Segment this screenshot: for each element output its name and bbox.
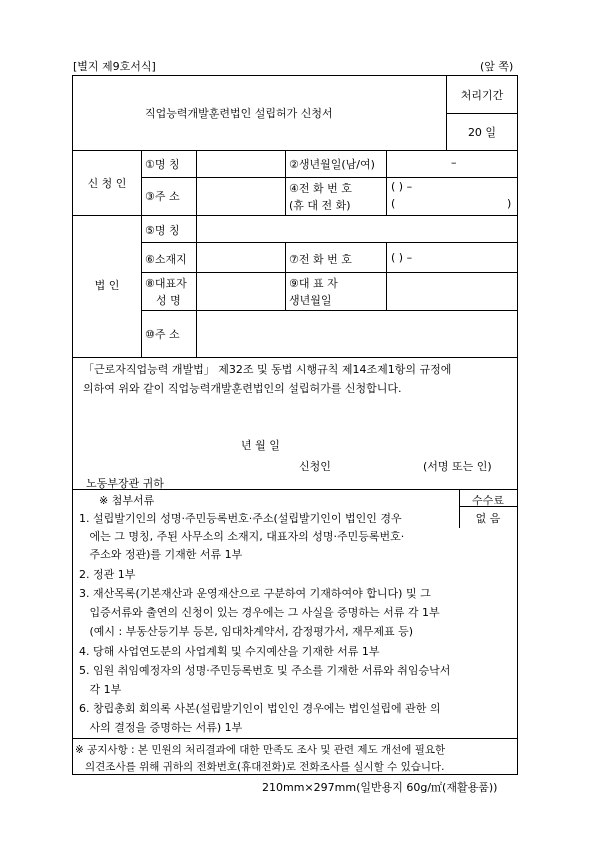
attachment-line: 5. 임원 취임예정자의 성명·주민등록번호 및 주소를 기재한 서류와 취임승낙서 [79,664,451,677]
form-number: [별지 제9호서식] [73,60,156,73]
attachment-line: 6. 창립총회 회의록 사본(설립발기인이 법인인 경우에는 법인설립에 관한 의 [79,702,441,715]
application-date: 년 월 일 [241,439,280,452]
paper-spec: 210mm×297mm(일반용지 60g/㎡(재활용품)) [262,781,498,794]
addressee: 노동부장관 귀하 [86,477,164,490]
attachment-line: 1. 설립발기인의 성명·주민등록번호·주소(설립발기인이 법인인 경우 [79,512,402,525]
corporation-address-label: ⑩주 소 [145,328,180,341]
applicant-section-label: 신 청 인 [87,177,127,190]
applicant-phone-field[interactable] [389,179,515,213]
attachment-line: 4. 당해 사업연도분의 사업계획 및 수지예산을 기재한 서류 1부 [79,645,380,658]
attachment-line: 주소와 정관)를 기재한 서류 1부 [79,548,243,561]
processing-period-value: 20 일 [467,126,497,139]
applicant-mobile-close: ) [507,197,512,210]
corporation-section-label: 법 인 [94,279,120,292]
attachments-title: ※ 첨부서류 [99,494,155,507]
applicant-name-label: ①명 칭 [145,158,180,171]
page-side: (앞 쪽) [480,60,514,73]
statement-line-2: 의하여 위와 같이 직업능력개발훈련법인의 설립허가를 신청합니다. [83,382,402,395]
corporation-location-label: ⑥소재지 [145,253,187,266]
processing-period-label: 처리기간 [460,89,504,102]
corporation-name-field[interactable] [199,217,515,240]
applicant-birth-field[interactable] [389,152,515,175]
attachment-line: 입증서류와 출연의 신청이 있는 경우에는 그 사실을 증명하는 서류 각 1부 [79,606,440,619]
applicant-phone-label: ④전 화 번 호 [289,182,352,195]
form-title: 직업능력개발훈련법인 설립허가 신청서 [145,107,333,120]
notice-line-2: 의견조사를 위해 귀하의 전화번호(휴대전화)로 전화조사를 실시할 수 있습니다. [75,761,445,773]
applicant-birth-label: ②생년월일(남/여) [289,158,375,171]
representative-name-label-1: ⑧대표자 [145,277,187,290]
application-form [72,75,518,775]
applicant-name-field[interactable] [199,152,283,175]
applicant-mobile-label: (휴 대 전 화) [289,199,351,212]
applicant-mobile-open: ( [391,197,396,210]
applicant-address-field[interactable] [199,180,283,213]
notice-line-1: ※ 공지사항 : 본 민원의 처리결과에 대한 만족도 조사 및 관련 제도 개선에 필요한 [75,744,446,756]
applicant-phone-format: ( ) – [391,180,413,193]
corporation-name-label: ⑤명 칭 [145,224,180,237]
fee-value: 없 음 [475,512,501,525]
attachment-line: 에는 그 명칭, 주된 사무소의 소재지, 대표자의 성명·주민등록번호· [79,530,405,543]
applicant-birth-dash: – [451,156,457,169]
signature-field[interactable] [341,454,421,472]
representative-name-field[interactable] [199,274,283,308]
corporation-phone-field[interactable] [389,244,515,270]
attachment-line: (예시 : 부동산등기부 등본, 임대차계약서, 감정평가서, 재무제표 등) [79,625,414,638]
representative-birth-field[interactable] [389,274,515,308]
statement-line-1: 「근로자직업능력 개발법」 제32조 및 동법 시행규칙 제14조제1항의 규정에 [83,363,452,376]
corporation-phone-label: ⑦전 화 번 호 [289,253,352,266]
representative-birth-label-2: 생년월일 [289,294,332,307]
attachment-line: 3. 재산목록(기본재산과 운영재산으로 구분하여 기재하여야 합니다) 및 그 [79,587,431,600]
representative-name-label-2: 성 명 [156,294,181,307]
attachment-line: 2. 정관 1부 [79,568,136,581]
attachment-line: 각 1부 [79,683,122,696]
corporation-phone-format: ( ) – [391,251,413,264]
applicant-signature-label: 신청인 [299,460,331,473]
corporation-address-field[interactable] [199,312,515,355]
applicant-address-label: ③주 소 [145,190,180,203]
attachment-line: 사의 결정을 증명하는 서류) 1부 [79,721,243,734]
signature-note: (서명 또는 인) [423,460,492,473]
representative-birth-label-1: ⑨대 표 자 [289,277,338,290]
corporation-location-field[interactable] [199,244,283,270]
fee-label: 수수료 [472,494,504,507]
